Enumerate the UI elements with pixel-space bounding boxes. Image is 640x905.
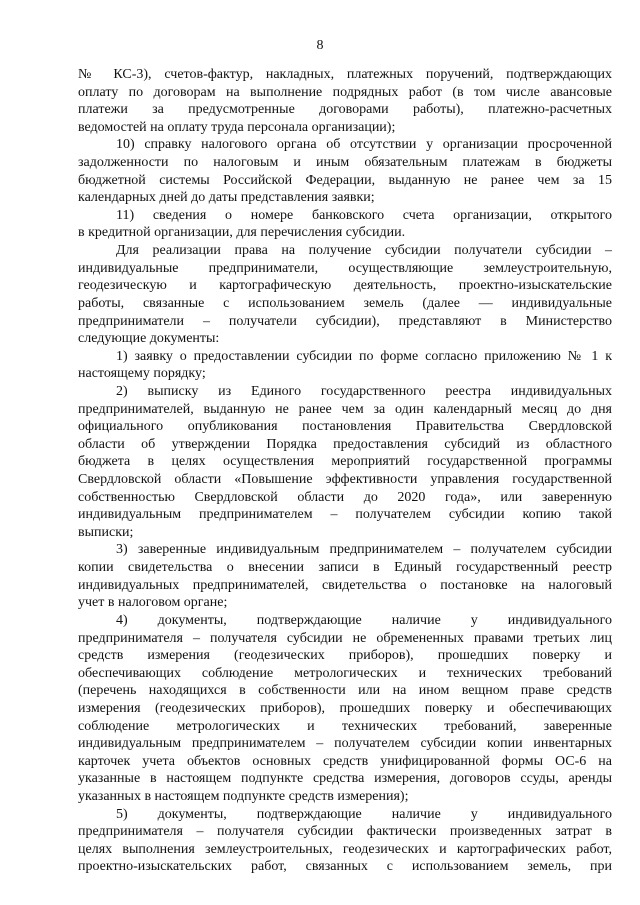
page-number: 8 (316, 38, 324, 53)
document-body (78, 66, 612, 876)
text-line: оплату по договорам на выполнение подрядных работ (в том числе авансовые (78, 84, 612, 100)
text-line: настоящему порядку; (78, 366, 206, 382)
text-line: платежи за предусмотренные договорами работы), платежно-расчетных (78, 102, 612, 118)
text-line: предпринимателя – получателя субсидии фактически произведенных затрат в (78, 824, 612, 840)
text-line: целях выполнения землеустроительных, геодезических и картографических работ, (78, 841, 612, 857)
text-line: указанных в настоящем подпункте средств измерения); (78, 788, 409, 804)
text-line: следующие документы: (78, 331, 220, 347)
text-line: области об утверждении Порядка предоставления субсидий из областного (78, 436, 612, 452)
text-line: геодезическую и картографическую деятельность, проектно-изыскательские (78, 278, 612, 294)
text-line: официального опубликования постановления Правительства Свердловской (78, 419, 612, 435)
text-line: предпринимателей, выданную не ранее чем за один календарный месяц до дня (78, 401, 612, 417)
text-line: средств измерения (геодезических приборов), прошедших поверку и (78, 648, 612, 664)
text-line: календарных дней до даты представления заявки; (78, 190, 375, 206)
text-line: индивидуальных предпринимателей, свидетельства о постановке на налоговый (78, 577, 612, 593)
text-line: предпринимателя – получателя субсидии не обремененных правами третьих лиц (78, 630, 612, 646)
text-line: № КС-3), счетов-фактур, накладных, платежных поручений, подтверждающих (78, 67, 612, 82)
text-line: Свердловской области «Повышение эффективности управления государственной (78, 472, 612, 488)
text-line: индивидуальным предпринимателем – получателем субсидии копию такой (78, 507, 612, 523)
text-line: бюджетной системы Российской Федерации, выданную не ранее чем за 15 (78, 172, 612, 188)
text-line: соблюдение метрологических и технических требований, заверенные (78, 718, 612, 734)
text-line: Для реализации права на получение субсидии получатели субсидии – (116, 243, 612, 259)
text-line: указанные в настоящем подпункте средства измерения, договоров ссуды, аренды (78, 771, 612, 787)
text-line: проектно-изыскательских работ, связанных с использованием земель, при (78, 859, 612, 875)
text-line: индивидуальные предприниматели, осуществляющие землеустроительную, (78, 260, 612, 276)
text-line: ведомостей на оплату труда персонала организации); (78, 119, 396, 135)
text-line: копии свидетельства о внесении записи в Единый государственный реестр (78, 560, 612, 576)
text-line: (перечень находящихся в собственности или на ином вещном праве средств (78, 683, 612, 699)
text-line: предприниматели – получатели субсидии), представляют в Министерство (78, 313, 612, 329)
text-line: работы, связанные с использованием земель (далее — индивидуальные (78, 295, 612, 311)
text-line: измерения (геодезических приборов), прошедших поверку и обеспечивающих (78, 700, 612, 716)
text-line: обеспечивающих соблюдение метрологических и технических требований (78, 665, 612, 681)
text-line: выписки; (78, 524, 134, 540)
text-line: индивидуальным предпринимателем – получателем субсидии копии инвентарных (78, 736, 612, 752)
text-line: задолженности по налоговым и иным обязательным платежам в бюджеты (78, 155, 612, 171)
text-line: в кредитной организации, для перечисления субсидии. (78, 225, 406, 241)
text-line: 4) документы, подтверждающие наличие у индивидуального (116, 612, 612, 628)
text-line: 10) справку налогового органа об отсутствии у организации просроченной (116, 137, 612, 153)
text-line: 11) сведения о номере банковского счета организации, открытого (116, 207, 612, 223)
text-line: 5) документы, подтверждающие наличие у индивидуального (116, 806, 612, 822)
text-line: 1) заявку о предоставлении субсидии по форме согласно приложению № 1 к (116, 348, 612, 364)
text-line: учет в налоговом органе; (78, 595, 228, 611)
text-line: бюджета в целях осуществления мероприятий государственной программы (78, 454, 612, 470)
text-line: 2) выписку из Единого государственного реестра индивидуальных (116, 383, 612, 399)
text-line: карточек учета объектов основных средств унифицированной формы ОС-6 на (78, 753, 612, 769)
text-line: собственностью Свердловской области до 2020 года», или заверенную (78, 489, 612, 505)
text-line: 3) заверенные индивидуальным предпринимателем – получателем субсидии (116, 542, 612, 558)
